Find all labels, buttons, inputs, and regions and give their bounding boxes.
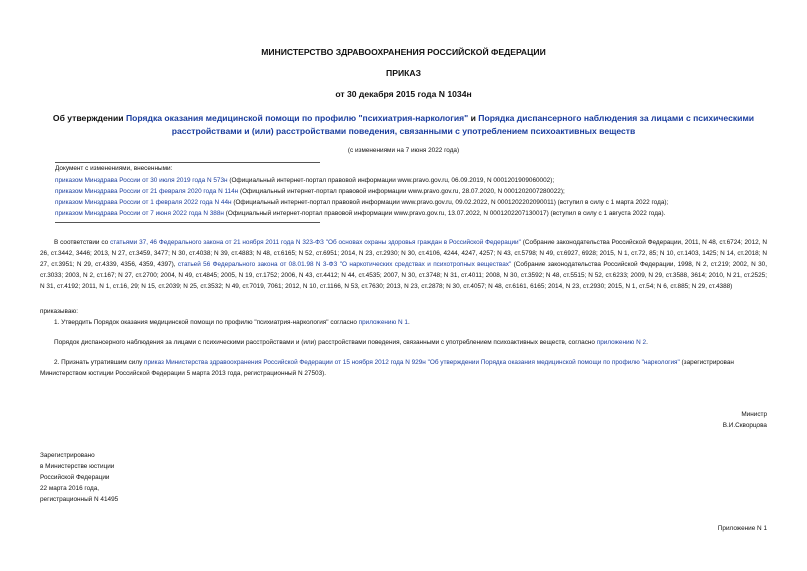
basis-link-323fz[interactable]: статьями 37, 46 Федерального закона от 21 ноября 2011 года N 323-ФЗ "Об основах охраны здоровья граждан в Российской Федерации" <box>110 239 521 246</box>
changes-bottom-rule <box>55 222 320 223</box>
change-item: приказом Минздрава России от 21 февраля 2020 года N 114н (Официальный интернет-портал правовой информации www.pravo.gov.ru, 28.07.2020, N 0001202007280022); <box>55 188 565 195</box>
ministry-heading: МИНИСТЕРСТВО ЗДРАВООХРАНЕНИЯ РОССИЙСКОЙ ФЕДЕРАЦИИ <box>261 47 546 57</box>
date-number-heading: от 30 декабря 2015 года N 1034н <box>335 89 472 99</box>
legal-basis-paragraph: В соответствии со статьями 37, 46 Федерального закона от 21 ноября 2011 года N 323-ФЗ "Об основах охраны здоровья граждан в Российской Федерации" (Собрание законодательства Российской Федерации, 2011, N 48, ст.6724; 2012, N 26, ст.3442, 3446; 2013, N 27, ст.3459, 3477; N 30, ст.4038; N 39, ст.4883; N 48, ст.6165; N 52, ст.6951; 2014, N 23, ст.2930; N 30, ст.4106, 4244, 4247, 4257; N 43, ст.5798; N 49, ст.6927, 6928; 2015, N 1, ст.72, 85; N 10, ст.1403, 1425; N 14, ст.2018; N 27, ст.3951; N 29, ст.4339, 4356, 4359, 4397), статьей 56 Федерального закона от 08.01.98 N 3-ФЗ "О наркотических средствах и психотропных веществах" (Собрание законодательства Российской Федерации, 1998, N 2, ст.219; 2002, N 30, ст.3033; 2003, N 2, ст.167; N 27, ст.2700; 2004, N 49, ст.4845; 2005, N 19, ст.1752; 2006, N 43, ст.4412; N 44, ст.4535; 2007, N 30, ст.3748; N 31, ст.4011; 2008, N 30, ст.3592; N 48, ст.5515; N 52, ст.6233; 2009, N 29, ст.3588, 3614; 2010, N 21, ст.2525; N 31, ст.4192; 2011, N 1, ст.16, 29; N 15, ст.2039; N 25, ст.3532; N 49, ст.7019, 7061; 2012, N 10, ст.1166, N 53, ст.7630; 2013, N 23, ст.2878; N 30, ст.4057; N 48, ст.6161, 6165; 2014, N 23, ст.2930; 2015, N 1, ст.54; N 6, ст.885; N 29, ст.4388) <box>40 239 767 290</box>
change-link-44n[interactable]: приказом Минздрава России от 1 февраля 2022 года N 44н <box>55 199 232 206</box>
signature-name: В.И.Скворцова <box>722 422 767 429</box>
edition-note: (с изменениями на 7 июня 2022 года) <box>347 147 460 154</box>
title-link-dispensary[interactable]: Порядка диспансерного наблюдения за лицами с психическими расстройствами и (или) расстройствами поведения, связанными с употреблением психоактивных веществ <box>171 113 755 136</box>
change-item: приказом Минздрава России от 1 февраля 2022 года N 44н (Официальный интернет-портал правовой информации www.pravo.gov.ru, 09.02.2022, N 0001202202090011) (вступил в силу с 1 марта 2022 года); <box>55 199 669 206</box>
appendix-label: Приложение N 1 <box>717 525 767 532</box>
changes-intro: Документ с изменениями, внесенными: <box>55 165 173 172</box>
registration-line: регистрационный N 41495 <box>40 496 119 503</box>
appendix-1-link[interactable]: приложению N 1 <box>358 319 408 326</box>
registration-line: Зарегистрировано <box>40 452 95 459</box>
change-item: приказом Минздрава России от 7 июня 2022 года N 388н (Официальный интернет-портал правовой информации www.pravo.gov.ru, 13.07.2022, N 0001202207130017) (вступил в силу с 1 августа 2022 года). <box>55 210 666 217</box>
order-item-1: 1. Утвердить Порядок оказания медицинской помощи по профилю "психиатрия-наркология" согласно приложению N 1. <box>54 319 410 326</box>
change-item: приказом Минздрава России от 30 июля 2019 года N 573н (Официальный интернет-портал правовой информации www.pravo.gov.ru, 06.09.2019, N 0001201909060002); <box>55 177 555 184</box>
document-title: Об утверждении Порядка оказания медицинской помощи по профилю "психиатрия-наркология" и Порядка диспансерного наблюдения за лицами с психическими расстройствами и (или) расстройствами поведения, связанными с употреблением психоактивных веществ <box>52 113 755 136</box>
basis-link-3fz[interactable]: статьей 56 Федерального закона от 08.01.98 N 3-ФЗ "О наркотических средствах и психотропных веществах" <box>177 261 512 268</box>
doc-type-heading: ПРИКАЗ <box>386 68 421 78</box>
order-word: приказываю: <box>40 308 78 315</box>
order-item-1b: Порядок диспансерного наблюдения за лицами с психическими расстройствами и (или) расстройствами поведения, связанными с употреблением психоактивных веществ, согласно приложению N 2. <box>54 339 648 346</box>
change-link-114n[interactable]: приказом Минздрава России от 21 февраля 2020 года N 114н <box>55 188 239 195</box>
signature-position: Министр <box>741 411 767 418</box>
order-item-2: 2. Признать утратившим силу приказ Министерства здравоохранения Российской Федерации от 15 ноября 2012 года N 929н "Об утверждении Порядка оказания медицинской помощи по профилю "наркология" (зарегистрирован Министерством юстиции Российской Федерации 5 марта 2013 года, регистрационный N 27503). <box>40 359 734 377</box>
appendix-2-link[interactable]: приложению N 2 <box>596 339 647 346</box>
registration-line: Российской Федерации <box>40 474 110 481</box>
change-link-573n[interactable]: приказом Минздрава России от 30 июля 2019 года N 573н <box>55 177 228 184</box>
title-link-procedure[interactable]: Порядка оказания медицинской помощи по профилю "психиатрия-наркология" <box>125 113 469 123</box>
repealed-order-link[interactable]: приказ Министерства здравоохранения Российской Федерации от 15 ноября 2012 года N 929н "Об утверждении Порядка оказания медицинской помощи по профилю "наркология" <box>144 359 680 366</box>
registration-line: в Министерстве юстиции <box>40 463 115 470</box>
registration-line: 22 марта 2016 года, <box>40 485 100 492</box>
change-link-388n[interactable]: приказом Минздрава России от 7 июня 2022 года N 388н <box>55 210 224 217</box>
